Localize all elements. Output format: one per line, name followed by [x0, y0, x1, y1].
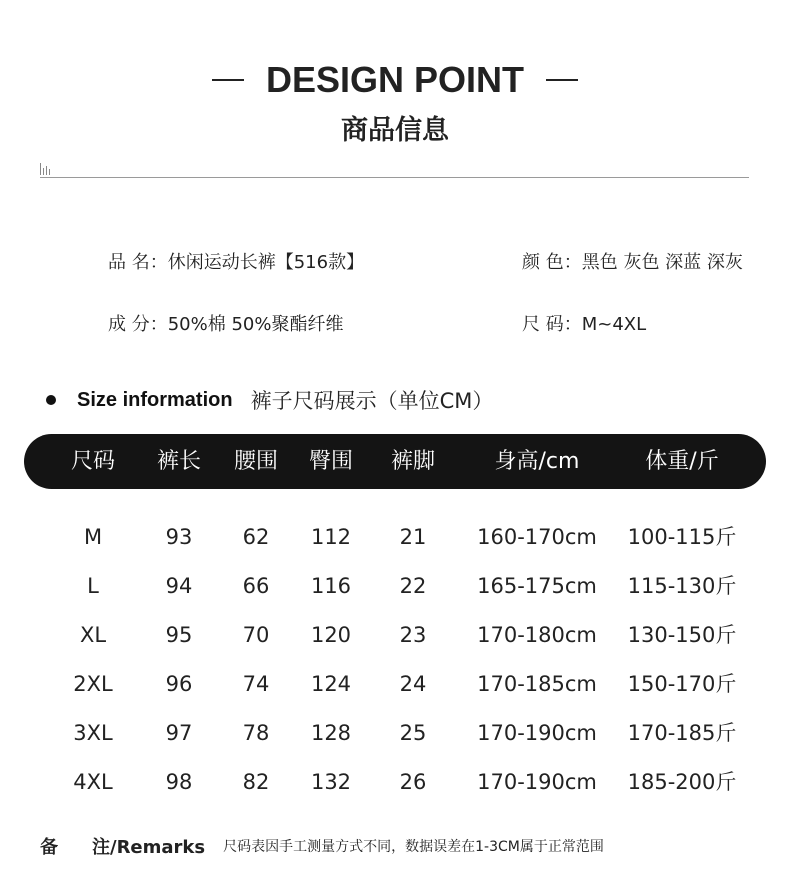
- table-cell: 78: [242, 721, 270, 745]
- table-cell: 2XL: [73, 672, 113, 696]
- remarks-label: 注/Remarks: [92, 837, 206, 858]
- product-size: 尺 码：M~4XL: [522, 314, 647, 335]
- table-cell: 130-150斤: [627, 623, 737, 647]
- table-cell: 62: [242, 525, 270, 549]
- table-cell: 96: [165, 672, 193, 696]
- table-cell: XL: [79, 623, 107, 647]
- table-cell: 150-170斤: [627, 672, 737, 696]
- section-title-en: Size information: [77, 388, 233, 411]
- table-header-cell: 身高/cm: [494, 449, 580, 474]
- remarks-note: 尺码表因手工测量方式不同，数据误差在1-3CM属于正常范围: [223, 839, 604, 855]
- table-cell: 124: [310, 672, 352, 696]
- table-cell: 82: [242, 770, 270, 794]
- bullet-icon: [46, 395, 56, 405]
- table-cell: 93: [165, 525, 193, 549]
- table-cell: 185-200斤: [627, 770, 737, 794]
- table-cell: 95: [165, 623, 193, 647]
- table-cell: 3XL: [73, 721, 113, 745]
- remarks-label-bei: 备: [40, 837, 58, 858]
- table-cell: 24: [399, 672, 427, 696]
- title-row: [0, 58, 790, 102]
- table-cell: 74: [242, 672, 270, 696]
- table-header-cell: 裤脚: [390, 449, 436, 474]
- divider-line: [40, 177, 749, 178]
- table-cell: 112: [310, 525, 352, 549]
- table-cell: 115-130斤: [627, 574, 737, 598]
- page-subtitle: 商品信息: [341, 115, 449, 146]
- table-cell: M: [83, 525, 103, 549]
- section-heading: [46, 385, 493, 415]
- table-cell: 26: [399, 770, 427, 794]
- product-color: 颜 色：黑色 灰色 深蓝 深灰: [522, 252, 743, 273]
- table-cell: 170-180cm: [477, 623, 597, 647]
- table-cell: 132: [310, 770, 352, 794]
- table-cell: 120: [310, 623, 352, 647]
- title-dash-left: [212, 79, 244, 81]
- table-cell: 128: [310, 721, 352, 745]
- table-cell: 100-115斤: [627, 525, 737, 549]
- table-cell: 21: [399, 525, 427, 549]
- table-cell: 170-185cm: [477, 672, 597, 696]
- table-header-cell: 体重/斤: [645, 449, 719, 474]
- table-cell: 170-190cm: [477, 721, 597, 745]
- page-title: DESIGN POINT: [265, 59, 525, 100]
- remarks: [40, 833, 604, 859]
- table-cell: 94: [165, 574, 193, 598]
- table-header-cell: 腰围: [233, 449, 279, 474]
- table-cell: 70: [242, 623, 270, 647]
- table-cell: 116: [310, 574, 352, 598]
- table-cell: 22: [399, 574, 427, 598]
- section-title-cn: 裤子尺码展示（单位CM）: [250, 389, 494, 413]
- table-header-cell: 尺码: [70, 449, 116, 474]
- table-header-cell: 臀围: [308, 449, 354, 474]
- table-header-cell: 裤长: [156, 449, 202, 474]
- product-name: 品 名：休闲运动长裤【516款】: [108, 252, 365, 273]
- table-cell: 170-190cm: [477, 770, 597, 794]
- table-cell: 23: [399, 623, 427, 647]
- title-dash-right: [546, 79, 578, 81]
- table-cell: 97: [165, 721, 193, 745]
- divider-ticks: [40, 163, 54, 175]
- table-cell: 4XL: [73, 770, 113, 794]
- table-cell: 170-185斤: [627, 721, 737, 745]
- table-cell: 66: [242, 574, 270, 598]
- product-material: 成 分：50%棉 50%聚酯纤维: [108, 314, 344, 335]
- table-cell: 98: [165, 770, 193, 794]
- table-cell: 25: [399, 721, 427, 745]
- table-cell: L: [87, 574, 99, 598]
- table-cell: 165-175cm: [477, 574, 597, 598]
- table-cell: 160-170cm: [477, 525, 597, 549]
